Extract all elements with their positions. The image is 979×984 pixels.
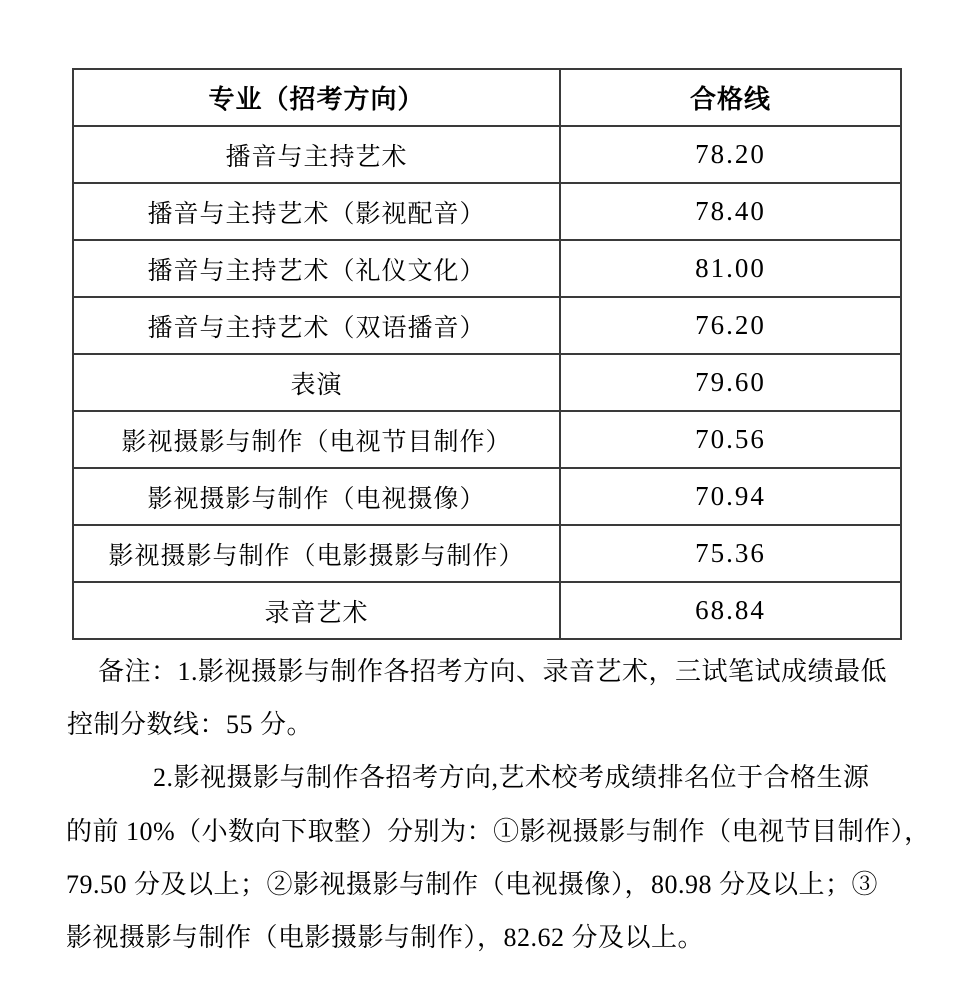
major-cell: 播音与主持艺术（影视配音）	[73, 183, 560, 240]
table-row	[73, 183, 901, 240]
score-cell: 75.36	[560, 525, 901, 582]
score-cell: 70.56	[560, 411, 901, 468]
major-cell: 录音艺术	[73, 582, 560, 639]
table-row	[73, 468, 901, 525]
table-row	[73, 582, 901, 639]
note-line-1: 备注：1.影视摄影与制作各招考方向、录音艺术，三试笔试成绩最低	[98, 657, 888, 686]
table-row	[73, 240, 901, 297]
major-cell: 影视摄影与制作（电视节目制作）	[73, 411, 560, 468]
major-cell: 表演	[73, 354, 560, 411]
table-row	[73, 411, 901, 468]
table-row	[73, 126, 901, 183]
score-table	[72, 68, 902, 640]
score-cell: 70.94	[560, 468, 901, 525]
note-line-5: 79.50 分及以上；②影视摄影与制作（电视摄像），80.98 分及以上；③	[66, 870, 879, 899]
note-line-2: 控制分数线：55 分。	[67, 710, 314, 739]
table-header-row	[73, 69, 901, 126]
major-cell: 播音与主持艺术	[73, 126, 560, 183]
table-row	[73, 525, 901, 582]
note-line-4: 的前 10%（小数向下取整）分别为：①影视摄影与制作（电视节目制作），	[66, 817, 931, 846]
note-line-6: 影视摄影与制作（电影摄影与制作），82.62 分及以上。	[66, 923, 705, 952]
table-row	[73, 297, 901, 354]
score-cell: 81.00	[560, 240, 901, 297]
note-line-3: 2.影视摄影与制作各招考方向,艺术校考成绩排名位于合格生源	[153, 763, 870, 792]
major-cell: 播音与主持艺术（礼仪文化）	[73, 240, 560, 297]
score-cell: 78.40	[560, 183, 901, 240]
score-cell: 76.20	[560, 297, 901, 354]
header-score: 合格线	[560, 69, 901, 126]
major-cell: 影视摄影与制作（电影摄影与制作）	[73, 525, 560, 582]
major-cell: 影视摄影与制作（电视摄像）	[73, 468, 560, 525]
table-row	[73, 354, 901, 411]
header-major: 专业（招考方向）	[73, 69, 560, 126]
major-cell: 播音与主持艺术（双语播音）	[73, 297, 560, 354]
score-cell: 68.84	[560, 582, 901, 639]
score-cell: 79.60	[560, 354, 901, 411]
score-cell: 78.20	[560, 126, 901, 183]
